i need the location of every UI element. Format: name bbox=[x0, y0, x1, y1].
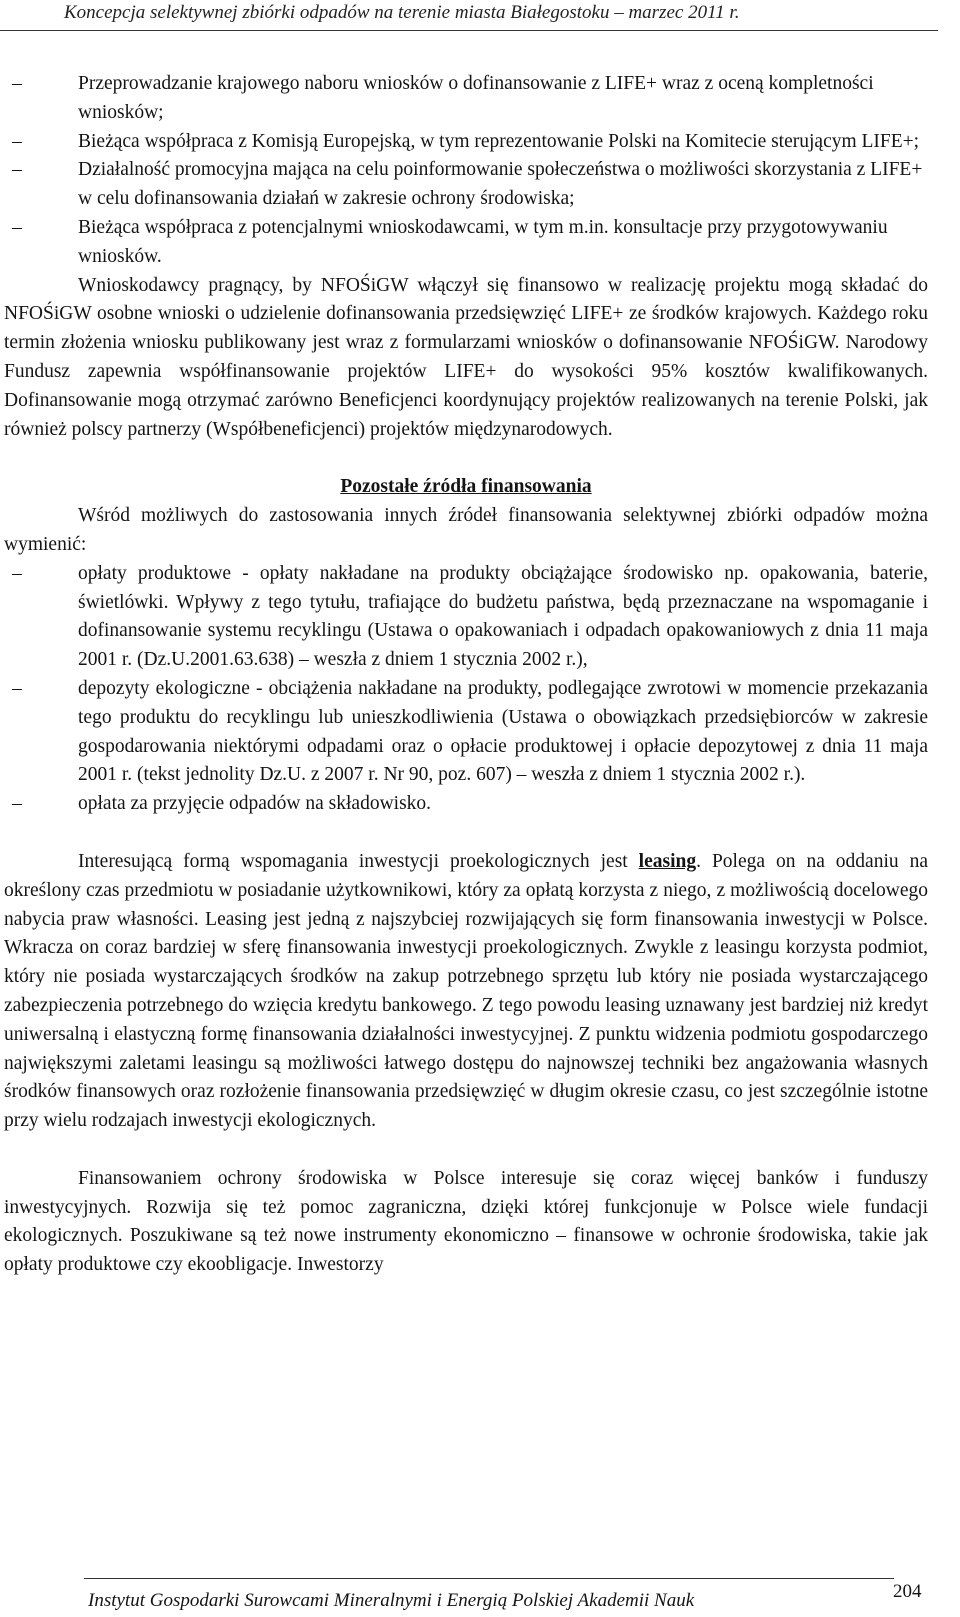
spacer bbox=[4, 819, 928, 848]
dash-bullet: – bbox=[12, 73, 22, 94]
list-item-text: Bieżąca współpraca z Komisją Europejską, w tym reprezentowanie Polski na Komitecie sterującym LIFE+; bbox=[78, 130, 920, 152]
dash-bullet: – bbox=[12, 130, 22, 152]
nfosigw-paragraph: Wnioskodawcy pragnący, by NFOŚiGW włączył się finansowo w realizację projektu mogą składać do NFOŚiGW osobne wnioski o udzielenie dofinansowania przedsięwzięć LIFE+ ze środków krajowych. Każdego roku termin złożenia wniosku publikowany jest wraz z formularzami wniosków o dofinansowanie NFOŚiGW. Narodowy Fundusz zapewnia współfinansowanie projektów LIFE+ do wysokości 95% kosztów kwalifikowanych. Dofinansowanie mogą otrzymać zarówno Beneficjenci koordynujący projektów realizowanych na terenie Polski, jak również polscy partnerzy (Współbeneficjenci) projektów międzynarodowych. bbox=[4, 274, 928, 440]
running-header: Koncepcja selektywnej zbiórki odpadów na terenie miasta Białegostoku – marzec 2011 r. bbox=[64, 2, 740, 23]
list-item bbox=[4, 128, 928, 157]
dash-bullet: – bbox=[12, 216, 22, 238]
leasing-keyword: leasing bbox=[638, 850, 697, 872]
banks-paragraph: Finansowaniem ochrony środowiska w Polsce interesuje się coraz więcej banków i funduszy inwestycyjnych. Rozwija się też pomoc zagraniczna, dzięki której funkcjonuje w Polsce wiele fundacji ekologicznych. Poszukiwane są też nowe instrumenty ekonomiczno – finansowe w ochronie środowiska, takie jak opłaty produktowe czy ekoobligacje. Inwestorzy bbox=[4, 1167, 928, 1276]
list-item bbox=[4, 156, 928, 214]
dash-bullet: – bbox=[12, 562, 22, 584]
list-item-text: Bieżąca współpraca z potencjalnymi wnioskodawcami, w tym m.in. konsultacje przy przygotowywaniu wniosków. bbox=[78, 216, 888, 267]
footer-institute: Instytut Gospodarki Surowcami Mineralnymi i Energią Polskiej Akademii Nauk bbox=[88, 1590, 695, 1611]
section-intro: Wśród możliwych do zastosowania innych źródeł finansowania selektywnej zbiórki odpadów można wymienić: bbox=[4, 505, 928, 555]
header-divider bbox=[0, 30, 938, 31]
leasing-text-before: Interesującą formą wspomagania inwestycji proekologicznych jest bbox=[78, 850, 639, 872]
page-number: 204 bbox=[893, 1581, 922, 1602]
life-tasks-list bbox=[4, 70, 928, 272]
list-item bbox=[4, 790, 928, 819]
list-item bbox=[4, 70, 928, 128]
dash-bullet: – bbox=[12, 793, 22, 815]
leasing-paragraph bbox=[4, 848, 928, 1136]
list-item bbox=[4, 560, 928, 675]
list-item-text: opłaty produktowe - opłaty nakładane na produkty obciążające środowisko np. opakowania, baterie, świetlówki. Wpływy z tego tytułu, trafiające do budżetu państwa, będą przeznaczane na wspomaganie i dofinansowanie systemu recyklingu (Ustawa o opakowaniach i odpadach opakowaniowych z dnia 11 maja 2001 r. (Dz.U.2001.63.638) – weszła z dniem 1 stycznia 2002 r.), bbox=[78, 562, 928, 671]
dash-bullet: – bbox=[12, 677, 22, 699]
list-item-text: opłata za przyjęcie odpadów na składowisko. bbox=[78, 793, 432, 815]
footer-divider bbox=[84, 1578, 894, 1579]
list-item-text: depozyty ekologiczne - obciążenia nakładane na produkty, podlegające zwrotowi w momencie przekazania tego produktu do recyklingu lub unieszkodliwienia (Ustawa o obowiązkach przedsiębiorców w zakresie gospodarowania niektórymi odpadami oraz o opłacie produktowej i opłacie depozytowej z dnia 11 maja 2001 r. (tekst jednolity Dz.U. z 2007 r. Nr 90, poz. 607) – weszła z dniem 1 stycznia 2002 r.). bbox=[78, 677, 928, 786]
page-body bbox=[4, 70, 928, 1280]
list-item bbox=[4, 214, 928, 272]
funding-sources-list bbox=[4, 560, 928, 819]
list-item-text: Działalność promocyjna mająca na celu poinformowanie społeczeństwa o możliwości skorzystania z LIFE+ w celu dofinansowania działań w zakresie ochrony środowiska; bbox=[78, 159, 923, 210]
section-heading: Pozostałe źródła finansowania bbox=[340, 476, 592, 498]
leasing-text-after: . Polega on na oddaniu na określony czas przedmiotu w posiadanie użytkownikowi, który za opłatą korzysta z niego, z możliwością docelowego nabycia praw własności. Leasing jest jedną z najszybciej rozwijających się form finansowania inwestycji w Polsce. Wkracza on coraz bardziej w sferę finansowania inwestycji proekologicznych. Zwykle z leasingu korzysta podmiot, który nie posiada wystarczających środków na zakup potrzebnego sprzętu lub który nie posiada wystarczającego zabezpieczenia potrzebnego do wzięcia kredytu bankowego. Z tego powodu leasing uznawany jest bardziej niż kredyt uniwersalną i elastyczną formę finansowania działalności inwestycyjnej. Z punktu widzenia podmiotu gospodarczego największymi zaletami leasingu są możliwości łatwego dostępu do najnowszej techniki bez angażowania własnych środków finansowych oraz rozłożenie finansowania przedsięwzięć w długim okresie czasu, co jest szczególnie istotne przy wielu rodzajach inwestycji ekologicznych. bbox=[4, 850, 928, 1132]
spacer bbox=[4, 1136, 928, 1165]
list-item-text: Przeprowadzanie krajowego naboru wniosków o dofinansowanie z LIFE+ wraz z oceną kompletności wniosków; bbox=[78, 73, 874, 123]
list-item bbox=[4, 675, 928, 790]
dash-bullet: – bbox=[12, 159, 22, 181]
